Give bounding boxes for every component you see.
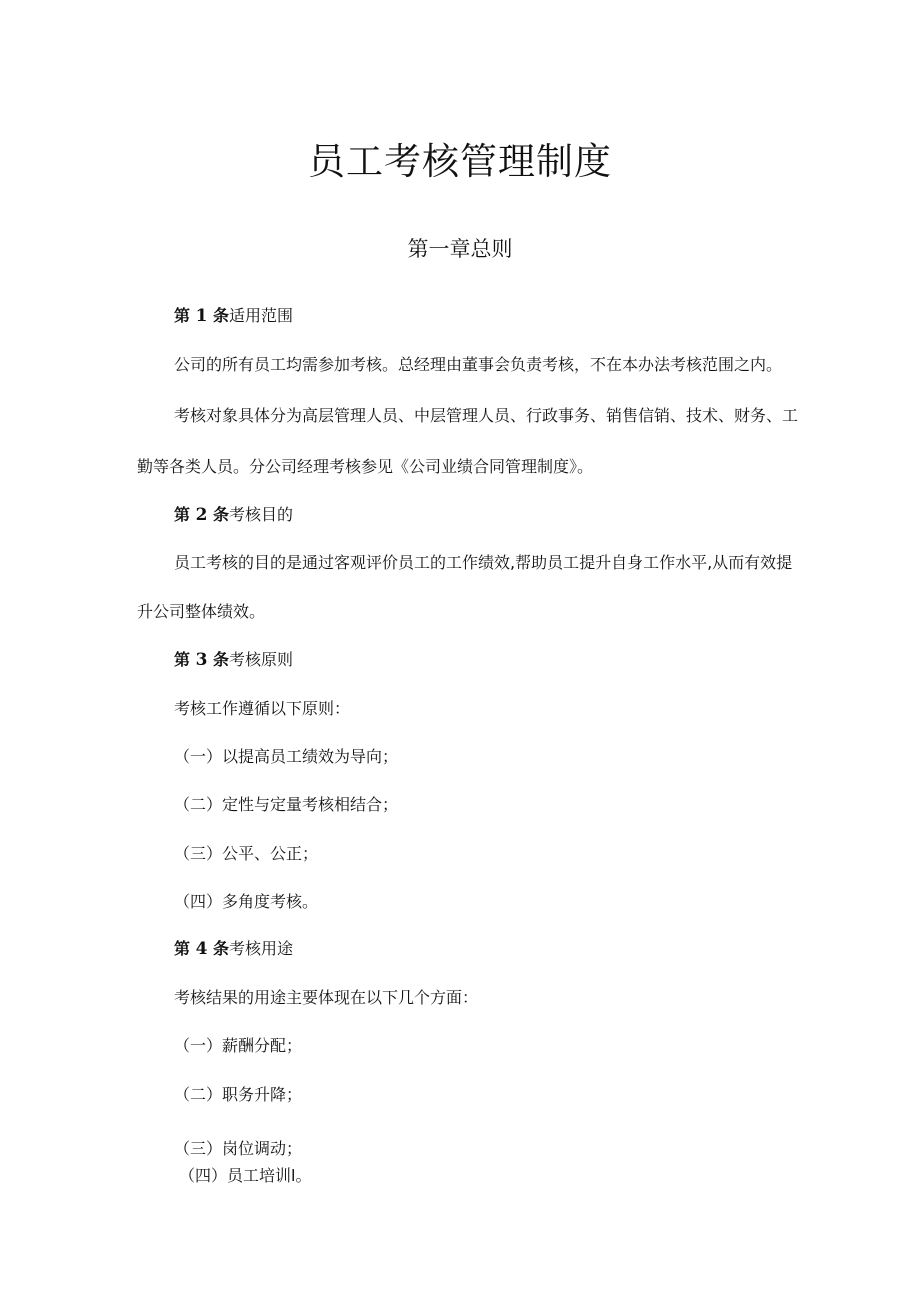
article-1-paragraph-3: 勤等各类人员。分公司经理考核参见《公司业绩合同管理制度》。 [137,457,594,476]
article-1-title: 适用范围 [229,306,294,325]
article-3-number: 第 3 条 [174,650,230,670]
chapter-heading: 第一章总则 [407,237,513,261]
article-4-number: 第 4 条 [174,939,230,959]
article-1-heading [174,304,293,328]
article-3-title: 考核原则 [229,650,294,669]
article-4-item-1: （一）薪酬分配； [174,1036,303,1055]
document-title: 员工考核管理制度 [308,140,612,183]
article-1-paragraph-2: 考核对象具体分为高层管理人员、中层管理人员、行政事务、销售信销、技术、财务、工 [174,406,799,425]
article-2-number: 第 2 条 [174,505,230,525]
article-4-title: 考核用途 [229,939,294,958]
article-3-intro: 考核工作遵循以下原则： [174,699,351,718]
article-2-paragraph-1: 员工考核的目的是通过客观评价员工的工作绩效,帮助员工提升自身工作水平,从而有效提 [174,553,793,572]
article-3-heading [174,648,293,672]
article-4-item-3: （三）岗位调动； [174,1139,303,1158]
article-3-item-1: （一）以提高员工绩效为导向； [174,747,399,766]
article-4-heading [174,937,293,961]
article-3-item-2: （二）定性与定量考核相结合； [174,795,399,814]
article-2-heading [174,503,293,527]
article-3-item-3: （三）公平、公正； [174,844,319,863]
article-3-item-4: （四）多角度考核。 [174,892,319,911]
article-1-number: 第 1 条 [174,306,230,326]
article-4-item-4: （四）员工培训l。 [179,1166,312,1185]
article-4-item-2: （二）职务升降； [174,1085,303,1104]
article-2-paragraph-2: 升公司整体绩效。 [137,602,266,621]
article-4-intro: 考核结果的用途主要体现在以下几个方面： [174,988,479,1007]
article-2-title: 考核目的 [229,505,294,524]
article-1-paragraph-1: 公司的所有员工均需参加考核。总经理由董事会负责考核，不在本办法考核范围之内。 [174,355,783,374]
